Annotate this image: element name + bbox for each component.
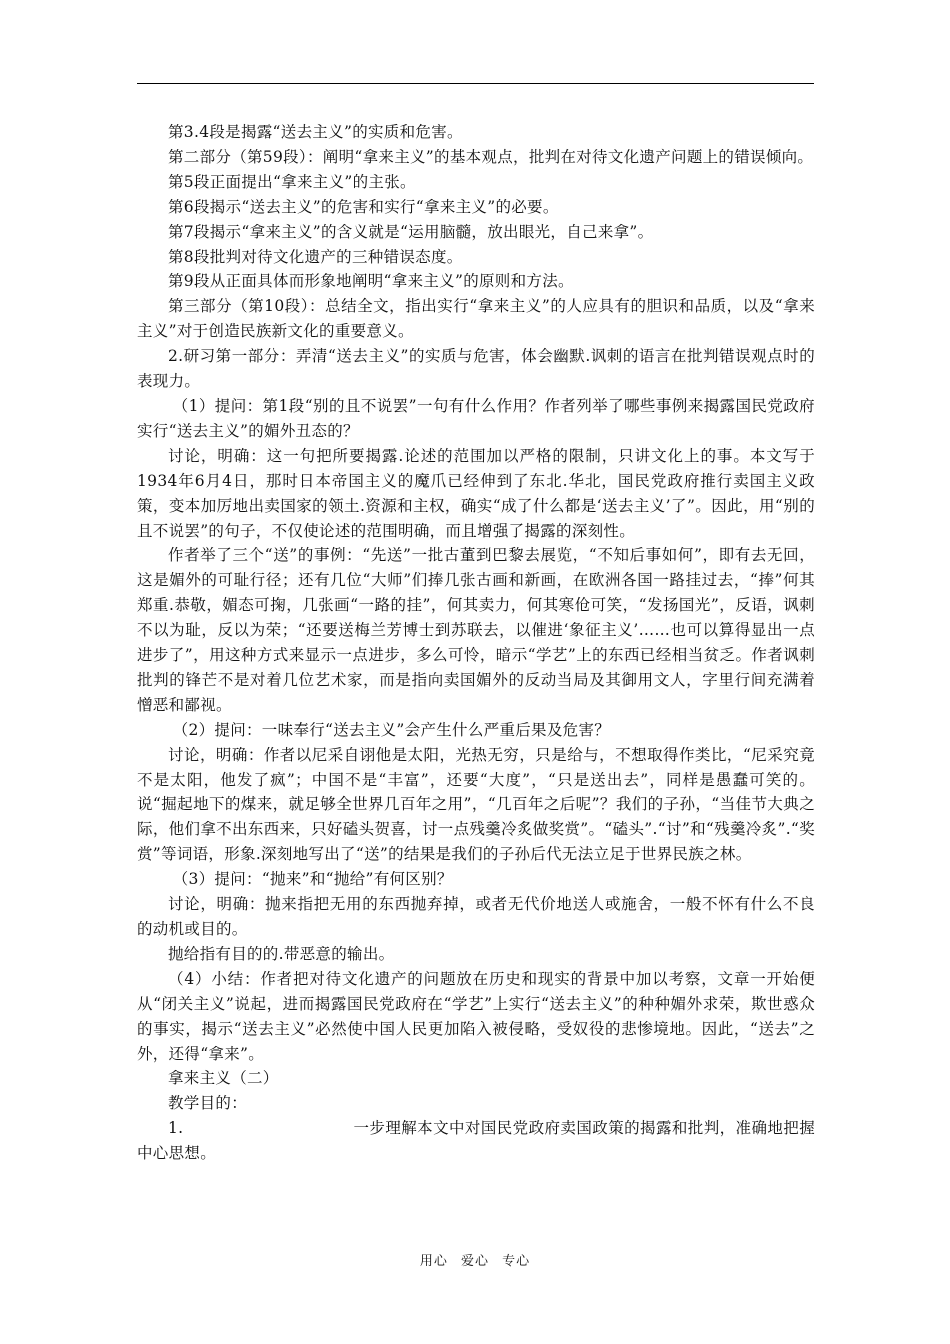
paragraph: 第5段正面提出“拿来主义”的主张。 — [168, 172, 416, 191]
header-rule — [137, 83, 814, 84]
paragraph: 作者举了三个“送”的事例：“先送”一批古董到巴黎去展览，“不知后事如何”，即有去无回，这是媚外的可耻行径；还有几位“大师”们捧几张古画和新画，在欧洲各国一路挂过去，“捧”何其郑重.恭敬，媚态可掬，几张画“一路的挂”，何其卖力，何其寒伧可笑，“发扬国光”，反语，讽刺不以为耻，反以为荣；“还要送梅兰芳博士到苏联去，以催进‘象征主义’……也可以算得显出一点进步了”，用这种方式来显示一点进步，多么可怜，暗示“学艺”上的东西已经相当贫乏。作者讽刺批判的锋芒不是对着几位艺术家，而是指向卖国媚外的反动当局及其御用文人，字里行间充满着憎恶和鄙视。 — [137, 546, 815, 714]
item-number: 1. — [168, 1119, 184, 1138]
paragraph: 讨论，明确：这一句把所要揭露.论述的范围加以严格的限制，只讲文化上的事。本文写于1934年6月4日，那时日本帝国主义的魔爪已经伸到了东北.华北，国民党政府推行卖国主义政策，变本加厉地出卖国家的领土.资源和主权，确实“成了什么都是‘送去主义’了”。因此，用“别的且不说罢”的句子，不仅使论述的范围明确，而且增强了揭露的深刻性。 — [137, 446, 815, 540]
paragraph: （4）小结：作者把对待文化遗产的问题放在历史和现实的背景中加以考察，文章一开始便从“闭关主义”说起，进而揭露国民党政府在“学艺”上实行“送去主义”的种种媚外求荣，欺世惑众的事实，揭示“送去主义”必然使中国人民更加陷入被侵略，受奴役的悲惨境地。因此，“送去”之外，还得“拿来”。 — [137, 969, 815, 1063]
paragraph: 第8段批判对待文化遗产的三种错误态度。 — [168, 247, 463, 266]
paragraph: 讨论，明确：抛来指把无用的东西抛弃掉，或者无代价地送人或施舍，一般不怀有什么不良的动机或目的。 — [137, 895, 815, 938]
question-paragraph: （3）提问：“抛来”和“抛给”有何区别？ — [172, 870, 453, 889]
page-footer: 用心 爱心 专心 — [419, 1254, 531, 1269]
document-body — [137, 120, 815, 1166]
question-paragraph: （1）提问：第1段“别的且不说罢”一句有什么作用？作者列举了哪些事例来揭露国民党政府实行“送去主义”的媚外丑态的？ — [137, 396, 815, 440]
paragraph: 第二部分（第59段）：阐明“拿来主义”的基本观点，批判在对待文化遗产问题上的错误倾向。 — [168, 147, 814, 166]
paragraph: 2.研习第一部分：弄清“送去主义”的实质与危害，体会幽默.讽刺的语言在批判错误观点时的表现力。 — [137, 347, 815, 391]
paragraph: 第三部分（第10段）：总结全文，指出实行“拿来主义”的人应具有的胆识和品质，以及“拿来主义”对于创造民族新文化的重要意义。 — [137, 297, 815, 341]
numbered-item — [137, 1116, 815, 1166]
section-heading: 拿来主义（二） — [168, 1069, 279, 1088]
paragraph: 讨论，明确：作者以尼采自诩他是太阳，光热无穷，只是给与，不想取得作类比，“尼采究竟不是太阳，他发了疯”；中国不是“丰富”，还要“大度”，“只是送出去”，同样是愚蠢可笑的。说“掘起地下的煤来，就足够全世界几百年之用”，“几百年之后呢”？我们的子孙，“当佳节大典之际，他们拿不出东西来，只好磕头贺喜，讨一点残羹冷炙做奖赏”。“磕头”.“讨”和“残羹冷炙”.“奖赏”等词语，形象.深刻地写出了“送”的结果是我们的子孙后代无法立足于世界民族之林。 — [137, 745, 815, 864]
paragraph: 第3.4段是揭露“送去主义”的实质和危害。 — [168, 123, 463, 141]
question-paragraph: （2）提问：一味奉行“送去主义”会产生什么严重后果及危害？ — [172, 720, 611, 739]
paragraph: 第6段揭示“送去主义”的危害和实行“拿来主义”的必要。 — [168, 197, 559, 216]
paragraph: 抛给指有目的的.带恶意的输出。 — [168, 944, 395, 963]
paragraph: 第9段从正面具体而形象地阐明“拿来主义”的原则和方法。 — [168, 272, 574, 291]
section-label: 教学目的： — [168, 1094, 248, 1113]
item-text: 一步理解本文中对国民党政府卖国政策的揭露和批判，准确地把握中心思想。 — [137, 1119, 815, 1163]
paragraph: 第7段揭示“拿来主义”的含义就是“运用脑髓，放出眼光，自己来拿”。 — [168, 222, 654, 241]
